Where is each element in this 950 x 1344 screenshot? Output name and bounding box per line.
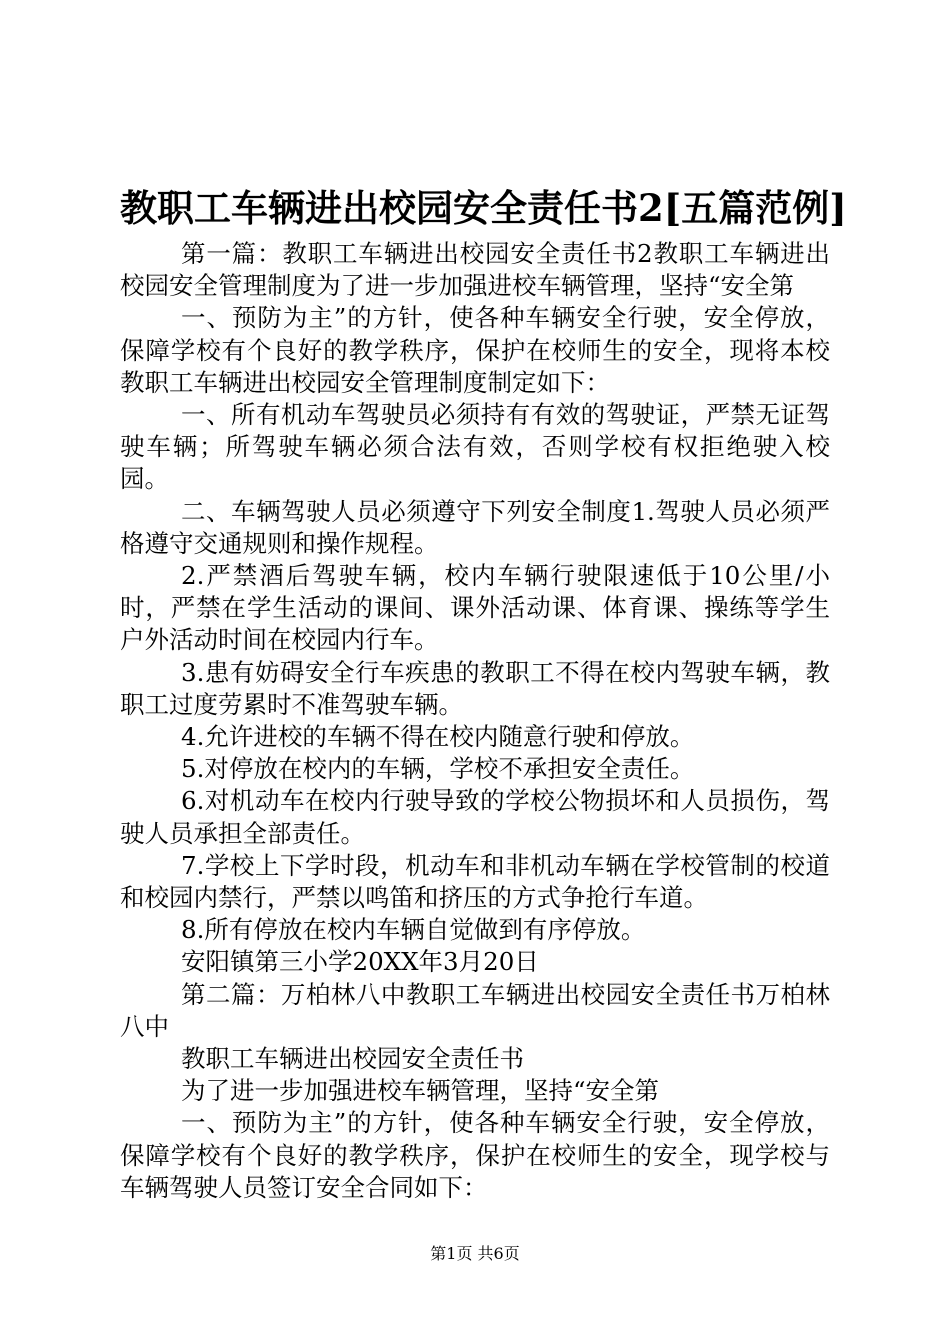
paragraph: 一、预防为主”的方针，使各种车辆安全行驶，安全停放，保障学校有个良好的教学秩序，保护在校师生的安全，现将本校教职工车辆进出校园安全管理制度制定如下： [120, 303, 830, 397]
paragraph: 第一篇：教职工车辆进出校园安全责任书2教职工车辆进出校园安全管理制度为了进一步加强进校车辆管理，坚持“安全第 [120, 239, 830, 301]
paragraph: 一、所有机动车驾驶员必须持有有效的驾驶证，严禁无证驾驶车辆；所驾驶车辆必须合法有效，否则学校有权拒绝驶入校园。 [120, 400, 830, 494]
paragraph: 一、预防为主”的方针，使各种车辆安全行驶，安全停放，保障学校有个良好的教学秩序，保护在校师生的安全，现学校与车辆驾驶人员签订安全合同如下： [120, 1108, 830, 1202]
page-footer: 第1页 共6页 [430, 1244, 520, 1263]
paragraph: 第二篇：万柏林八中教职工车辆进出校园安全责任书万柏林八中 [120, 979, 830, 1041]
paragraph: 二、车辆驾驶人员必须遵守下列安全制度1.驾驶人员必须严格遵守交通规则和操作规程。 [120, 496, 830, 558]
section-heading: 教职工车辆进出校园安全责任书 [181, 1044, 524, 1074]
paragraph: 5.对停放在校内的车辆，学校不承担安全责任。 [181, 754, 695, 784]
paragraph: 8.所有停放在校内车辆自觉做到有序停放。 [181, 915, 646, 945]
signature-line: 安阳镇第三小学20XX年3月20日 [181, 947, 539, 977]
paragraph: 为了进一步加强进校车辆管理，坚持“安全第 [181, 1076, 660, 1106]
document-title: 教职工车辆进出校园安全责任书2[五篇范例] [120, 186, 847, 230]
paragraph: 4.允许进校的车辆不得在校内随意行驶和停放。 [181, 722, 695, 752]
document-body [120, 238, 830, 1204]
paragraph: 6.对机动车在校内行驶导致的学校公物损坏和人员损伤，驾驶人员承担全部责任。 [120, 786, 830, 848]
paragraph: 2.严禁酒后驾驶车辆，校内车辆行驶限速低于10公里/小时，严禁在学生活动的课间、课外活动课、体育课、操练等学生户外活动时间在校园内行车。 [120, 561, 830, 655]
paragraph: 7.学校上下学时段，机动车和非机动车辆在学校管制的校道和校园内禁行，严禁以鸣笛和挤压的方式争抢行车道。 [120, 850, 830, 913]
paragraph: 3.患有妨碍安全行车疾患的教职工不得在校内驾驶车辆，教职工过度劳累时不准驾驶车辆。 [120, 657, 830, 719]
